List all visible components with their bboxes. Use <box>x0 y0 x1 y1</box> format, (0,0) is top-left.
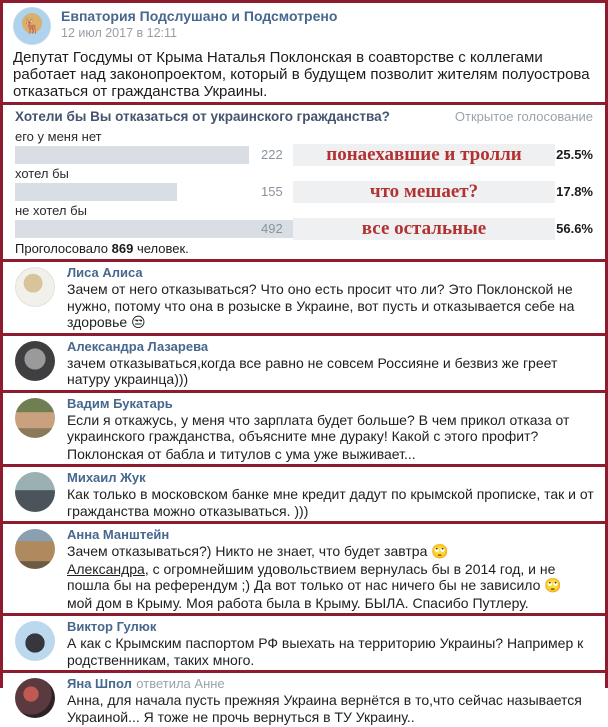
comment-author-link[interactable]: Михаил Жук <box>67 470 146 485</box>
comment-text: Как только в московском банке мне кредит дадут по крымской прописке, так и от гражданства можно отказываться. ))) <box>67 486 594 519</box>
comment-author-link[interactable]: Виктор Гулюк <box>67 619 157 634</box>
poll-percent: 25.5% <box>556 147 593 162</box>
post-head <box>13 7 595 47</box>
commenter-avatar[interactable] <box>15 341 55 381</box>
mention-link[interactable]: Александра <box>67 560 145 577</box>
poll-annotation-overlay: все остальные <box>293 218 555 240</box>
comment-text: зачем отказываться,когда все равно не совсем Россияне и безвиз же греет натуру украинца))) <box>67 354 558 387</box>
post-timestamp[interactable]: 12 июл 2017 в 12:11 <box>61 26 177 40</box>
poll-bar-row <box>15 181 593 202</box>
comment-text: А как с Крымским паспортом РФ выехать на территорию Украины? Например к родственникам, таких много. <box>67 635 584 668</box>
poll-percent: 17.8% <box>556 184 593 199</box>
comment-text: мой дом в Крыму. Моя работа была в Крыму. БЫЛА. Спасибо Путлеру. <box>67 594 529 611</box>
reply-to-label: ответила Анне <box>136 676 225 691</box>
comment-text: Если я откажусь, у меня что зарплата будет больше? В чем прикол отказа от украинского гражданства, объясните мне дураку! Какой с этого профит? <box>67 411 570 444</box>
comment-text <box>67 561 595 594</box>
poll-option[interactable] <box>15 129 593 164</box>
poll-vote-count: 492 <box>261 221 283 236</box>
commenter-avatar[interactable] <box>15 472 55 512</box>
comment-author-link[interactable]: Анна Манштейн <box>67 527 170 542</box>
commenter-avatar[interactable] <box>15 678 55 718</box>
poll-voter-count: 869 <box>111 241 134 256</box>
poll-percent: 56.6% <box>556 221 593 236</box>
community-avatar[interactable] <box>13 7 51 45</box>
comment-author-link[interactable]: Вадим Букатарь <box>67 395 173 411</box>
poll-annotation-overlay: понаехавшие и тролли <box>293 144 555 166</box>
comment-text: Анна, для начала пусть прежняя Украина вернётся в то,что сейчас называется Украиной... Я тоже не прочь вернуться в ТУ Украину.. <box>67 692 582 725</box>
poll-bar-row <box>15 218 593 239</box>
poll-vote-count: 155 <box>261 184 283 199</box>
poll-bar <box>15 183 177 201</box>
poll-option-label: хотел бы <box>15 166 69 181</box>
poll-header <box>15 109 593 128</box>
poll-type-label: Открытое голосование <box>454 109 593 124</box>
poll <box>3 105 605 262</box>
poll-option-label: его у меня нет <box>15 129 102 144</box>
comment-text: Зачем от него отказываться? Что оно есть просит что ли? Это Поклонской не нужно, потому что она в розыске в Украине, вот пусть и отказывается себе на здоровье 😒 <box>67 281 575 330</box>
commenter-avatar[interactable] <box>15 398 55 438</box>
poll-bar <box>15 146 249 164</box>
poll-option[interactable] <box>15 166 593 201</box>
poll-annotation-overlay: что мешает? <box>293 181 555 203</box>
commenter-avatar[interactable] <box>15 267 55 307</box>
comment <box>3 393 605 468</box>
comment <box>3 673 605 727</box>
post-text: Депутат Госдумы от Крыма Наталья Поклонская в соавторстве с коллегами работает над законопроектом, который в будущем позволит жителям полуострова отказаться от гражданства Украины. <box>13 49 590 100</box>
comment-author-link[interactable]: Яна Шпол <box>67 676 132 691</box>
comment <box>3 524 605 616</box>
comment-author-link[interactable]: Лиса Алиса <box>67 265 143 280</box>
poll-footer <box>15 241 593 257</box>
poll-vote-count: 222 <box>261 147 283 162</box>
post-section <box>3 3 605 105</box>
post-meta <box>61 7 337 41</box>
poll-bar-row <box>15 144 593 165</box>
comment-text-rest: , с огромнейшим удовольствием вернулась бы в 2014 год, и не пошла бы на референдум ;) Да вот только от нас ничего бы не зависило 🙄 <box>67 560 562 593</box>
poll-option[interactable] <box>15 203 593 238</box>
comment <box>3 336 605 393</box>
commenter-avatar[interactable] <box>15 621 55 661</box>
comment-text: Зачем отказываться?) Никто не знает, что будет завтра 🙄 <box>67 543 449 559</box>
poll-option-label: не хотел бы <box>15 203 87 218</box>
poll-footer-suffix: человек. <box>136 241 189 256</box>
comment-author-link[interactable]: Александра Лазарева <box>67 338 209 354</box>
deer-mascot-icon: 🦌 <box>22 18 42 35</box>
comment <box>3 616 605 673</box>
commenter-avatar[interactable] <box>15 529 55 569</box>
poll-question: Хотели бы Вы отказаться от украинского гражданства? <box>15 109 390 124</box>
comment <box>3 467 605 524</box>
poll-footer-prefix: Проголосовало <box>15 241 108 256</box>
comment-text: Поклонская от бабла и титулов с ума уже выживает... <box>67 445 416 462</box>
comment <box>3 262 605 336</box>
community-name-link[interactable]: Евпатория Подслушано и Подсмотрено <box>61 8 338 24</box>
